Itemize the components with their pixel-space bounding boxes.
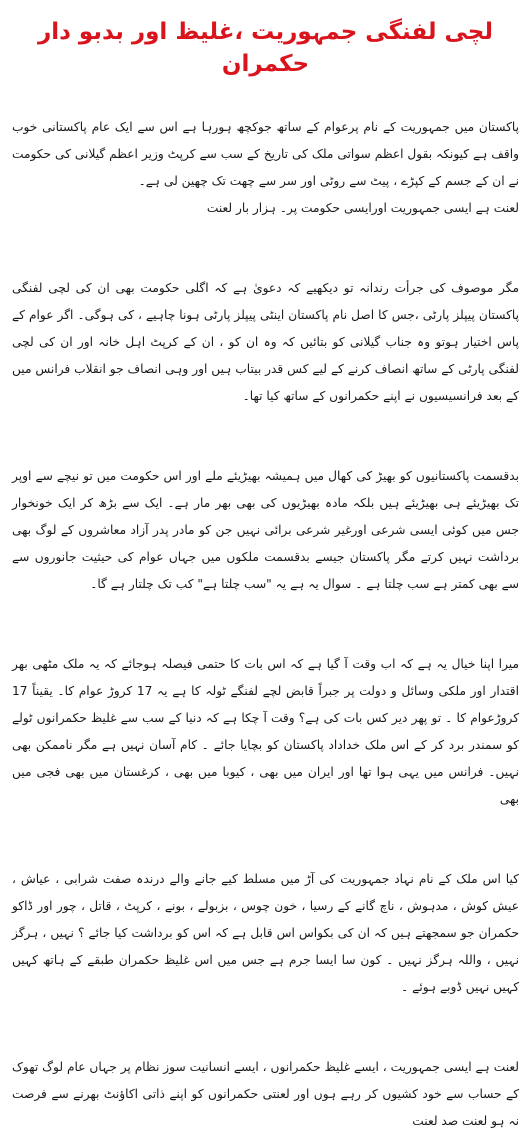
paragraph-3: مگر موصوف کی جرأت رندانہ تو دیکھیے کہ دعویٰ ہے کہ اگلی حکومت بھی ان کی لچی لفنگی پاکستان پیپلز پارٹی ،جس کا اصل نام پاکستان اینٹی پیپلز پارٹی ہونا چاہیے ، کی ہوگی۔ اگر عوام کے پاس اختیار ہوتو وہ جناب گیلانی کو بتائیں کہ وہ ان کو ، ان کے کرپٹ اہل خانہ اور ان کی لچی لفنگی پارٹی کے ساتھ انصاف کرنے کے لیے کس قدر بیتاب ہیں اور وہی انصاف جو انقلاب فرانس میں کے بعد فرانسیسیوں نے اپنے حکمرانوں کے ساتھ کیا تھا۔ xyxy=(12,281,519,403)
paragraph-2-curse-line: لعنت ہے ایسی جمہوریت اورایسی حکومت پر۔ ہزار بار لعنت xyxy=(206,201,519,215)
paragraph-gap xyxy=(12,598,519,651)
paragraph-gap xyxy=(12,222,519,275)
paragraph-5: میرا اپنا خیال یہ ہے کہ اب وقت آ گیا ہے کہ اس بات کا حتمی فیصلہ ہوجائے کہ یہ ملک مٹھی بھر اقتدار اور ملکی وسائل و دولت پر جبراً قابض لچے لفنگے ٹولہ کا ہے یہ 17 کروڑ عوام کا۔ یقیناً 17 کروڑعوام کا ۔ تو پھر دیر کس بات کی ہے؟ وقت آ چکا ہے کہ دنیا کے سب سے غلیظ حکمرانوں ٹولے کو سمندر برد کر کے اس ملک خداداد پاکستان کو بچایا جائے ۔ کام آسان نہیں ہے مگر ناممکن بھی نہیں۔ فرانس میں یہی ہوا تھا اور ایران میں بھی ، کیوبا میں بھی ، کرغستان میں بھی فجی میں بھی xyxy=(12,657,519,806)
paragraph-7: لعنت ہے ایسی جمہوریت ، ایسے غلیظ حکمرانوں ، ایسے انسانیت سوز نظام پر جہاں عام لوگ تھوک کے حساب سے خود کشیوں کر رہے ہوں اور لعنتی حکمرانوں کو اپنے ذاتی اکاؤنٹ بھرنے سے فرصت نہ ہو لعنت صد لعنت xyxy=(12,1060,519,1128)
paragraph-1: پاکستان میں جمہوریت کے نام پرعوام کے ساتھ جوکچھ ہورہا ہے اس سے ایک عام پاکستانی خوب واقف ہے کیونکہ بقول اعظم سواتی ملک کی تاریخ کے سب سے کرپٹ وزیر اعظم گیلانی کی حکومت نے ان کے جسم کے کپڑے ، پیٹ سے روٹی اور سر سے چھت تک چھین لی ہے۔ xyxy=(12,120,519,188)
paragraph-gap xyxy=(12,410,519,463)
paragraph-gap xyxy=(12,813,519,866)
paragraph-gap xyxy=(12,1001,519,1054)
article-title: لچی لفنگی جمہوریت ،غلیظ اور بدبو دار حکمران xyxy=(37,19,494,77)
paragraph-4: بدقسمت پاکستانیوں کو بھیڑ کی کھال میں ہمیشہ بھیڑیئے ملے اور اس حکومت میں تو نیچے سے اوپر تک بھیڑیئے ہی بھیڑیئے ہیں بلکہ مادہ بھیڑیوں کی بھی بھر مار ہے۔ ایک سے بڑھ کر ایک خونخوار جس میں کوئی ایسی شرعی اورغیر شرعی برائی نہیں جن کو مادر پدر آزاد معاشروں کے لوگ بھی برداشت نہیں کرتے مگر پاکستان جیسے بدقسمت ملکوں میں جہاں عوام کی حیثیت جانوروں سے سے بھی کمتر ہے سب چلتا ہے ۔ سوال یہ ہے یہ "سب چلتا ہے" کب تک چلتار ہے گا۔ xyxy=(12,469,519,591)
paragraph-6: کیا اس ملک کے نام نہاد جمہوریت کی آڑ میں مسلط کیے جانے والے درندہ صفت شرابی ، عیاش ، عیش کوش ، مدہوش ، ناچ گانے کے رسیا ، خون چوس ، بزبولے ، بونے ، کرپٹ ، قاتل ، چور اور ڈاکو حکمران جو سمجھتے ہیں کہ ان کی بکواس اس قابل ہے کہ اس کو برداشت کیا جائے ؟ نہیں ، ہرگز نہیں ، واللہ ہرگز نہیں ۔ کون سا ایسا جرم ہے جس میں اس غلیظ حکمران طبقے کے ہاتھ کہیں کہیں نہیں ڈوبے ہوئے ۔ xyxy=(12,872,519,994)
